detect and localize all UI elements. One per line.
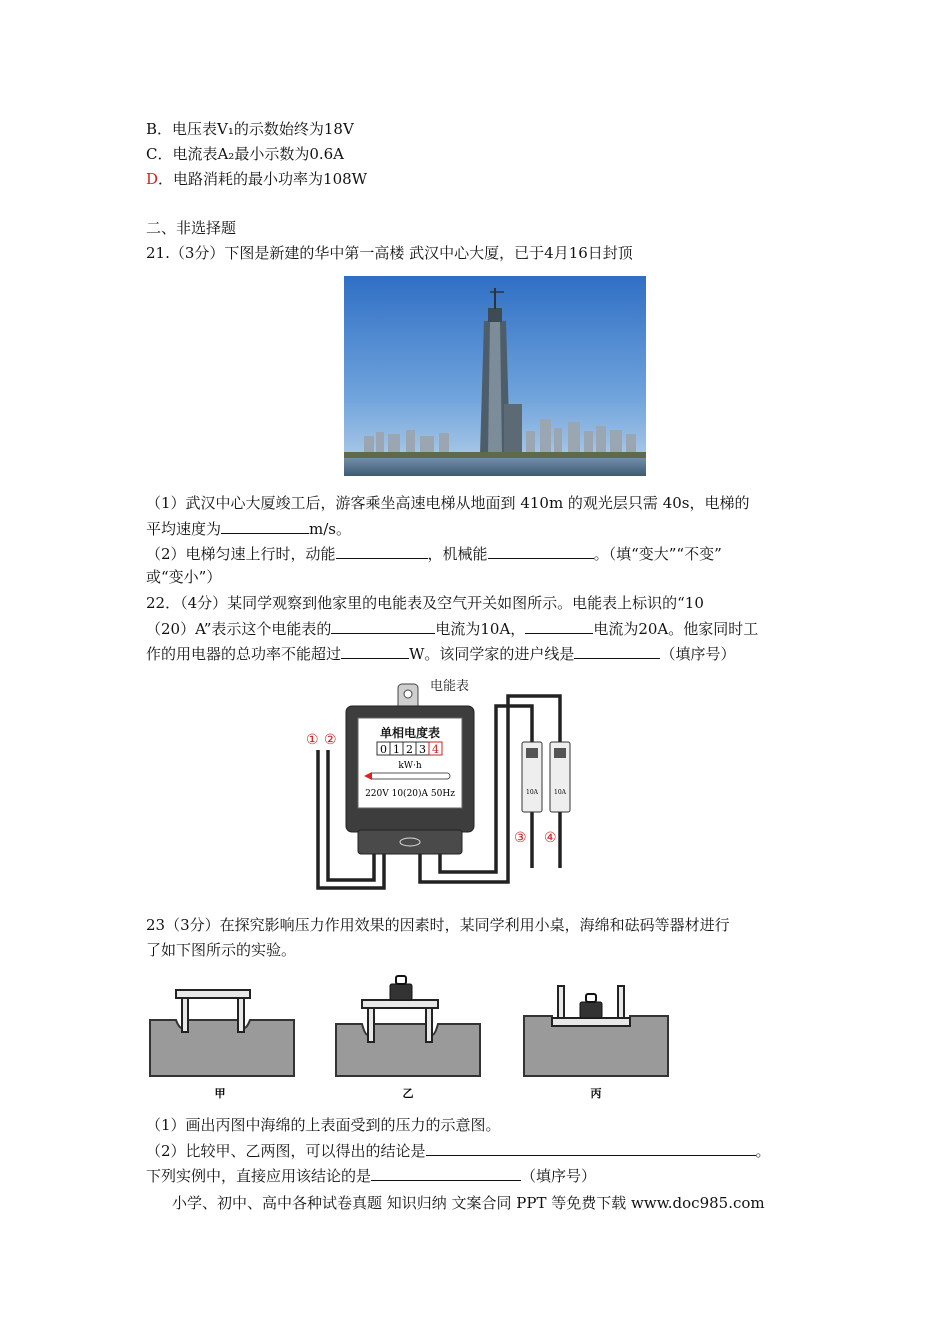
option-c: C．电流表A₂最小示数为0.6A [146,145,345,163]
label-yi: 乙 [402,1087,414,1100]
meter-digit-2: 2 [406,743,413,756]
speed-unit: m/s。 [309,520,351,538]
q23-line2: 了如下图所示的实验。 [146,941,297,959]
q21-fill-hint: 。（填“变大”“不变” [593,545,722,563]
label-bing: 丙 [590,1087,602,1100]
q23-part2 [146,1139,771,1162]
q21-mechanical-label: ，机械能 [427,545,488,563]
option-b: B．电压表V₁的示数始终为18V [146,120,354,138]
q22-line3-c: （填序号） [660,645,736,663]
meter-digit-3: 3 [419,743,426,756]
figure-yi [336,976,480,1100]
wire-label-1: ① [306,732,319,748]
example-number-blank[interactable] [371,1164,521,1181]
mechanical-energy-blank[interactable] [488,542,594,559]
figure-bing [524,986,668,1100]
q21-kinetic-label: （2）电梯匀速上行时，动能 [146,545,336,563]
q21-part1-prefix: 平均速度为 [146,520,222,538]
max-power-blank[interactable] [341,642,409,659]
option-d-letter: D [146,170,159,188]
max-current-blank[interactable] [525,617,593,634]
meter-title: 单相电度表 [379,726,441,740]
section-heading: 二、非选择题 [146,219,237,237]
q23-part1: （1）画出丙图中海绵的上表面受到的压力的示意图。 [146,1116,501,1134]
conclusion-blank[interactable] [426,1139,756,1156]
wire-label-2: ② [324,732,337,748]
q22-line3 [146,642,735,665]
electric-meter-figure [300,672,600,900]
q21-part1-line1: （1）武汉中心大厦竣工后，游客乘坐高速电梯从地面到 410m 的观光层只需 40s，电梯的 [146,494,750,512]
kinetic-energy-blank[interactable] [336,542,428,559]
q22-line1: 22．（4分）某同学观察到他家里的电能表及空气开关如图所示。电能表上标识的“10 [146,594,704,612]
meter-unit: kW·h [398,761,422,771]
meter-digit-1: 1 [393,743,400,756]
q22-line3-b: W。该同学家的进户线是 [409,645,575,663]
service-line-blank[interactable] [574,642,660,659]
q23-part3-prefix: 下列实例中，直接应用该结论的是 [146,1167,372,1185]
q22-line2-c: 电流为20A。他家同时工 [593,620,759,638]
wire-label-4: ④ [544,830,557,846]
option-d-text: ．电路消耗的最小功率为108W [158,170,368,188]
speed-answer-blank[interactable] [221,517,309,534]
q21-stem: 21.（3分）下图是新建的华中第一高楼 武汉中心大厦，已于4月16日封顶 [146,244,633,262]
q22-line2 [146,617,758,640]
pressure-experiment-figure [146,972,676,1102]
q23-part3-suffix: （填序号） [521,1167,597,1185]
meter-digit-0: 0 [380,743,387,756]
q22-line3-a: 作的用电器的总功率不能超过 [146,645,342,663]
q23-line1: 23（3分）在探究影响压力作用效果的因素时，某同学利用小桌，海绵和砝码等器材进行 [146,916,730,934]
q22-line2-b: 电流为10A， [435,620,526,638]
air-switch-right [550,742,570,812]
wire-label-3: ③ [514,830,527,846]
q21-part1-line2 [146,517,351,540]
label-jia: 甲 [214,1087,226,1100]
q21-part2-line1 [146,542,722,565]
meter-rating: 220V 10(20)A 50Hz [365,789,455,799]
wuhan-center-photo [344,276,646,476]
figure-jia [150,990,294,1100]
breaker-left-rating: 10A [526,789,538,796]
breaker-right-rating: 10A [554,789,566,796]
option-d [146,168,367,190]
q22-line2-a: （20）A”表示这个电能表的 [146,620,332,638]
footer-text: 小学、初中、高中各种试卷真题 知识归纳 文案合同 PPT 等免费下载 www.doc985.com [172,1194,765,1212]
q23-part3 [146,1164,596,1187]
air-switch-left [522,742,542,812]
rated-current-blank[interactable] [331,617,435,634]
meter-caption: 电能表 [430,679,470,694]
q23-part2-end: 。 [755,1142,771,1160]
q21-part2-line2: 或“变小”） [146,568,222,586]
q23-part2-prefix: （2）比较甲、乙两图，可以得出的结论是 [146,1142,426,1160]
meter-digit-4: 4 [432,743,439,756]
